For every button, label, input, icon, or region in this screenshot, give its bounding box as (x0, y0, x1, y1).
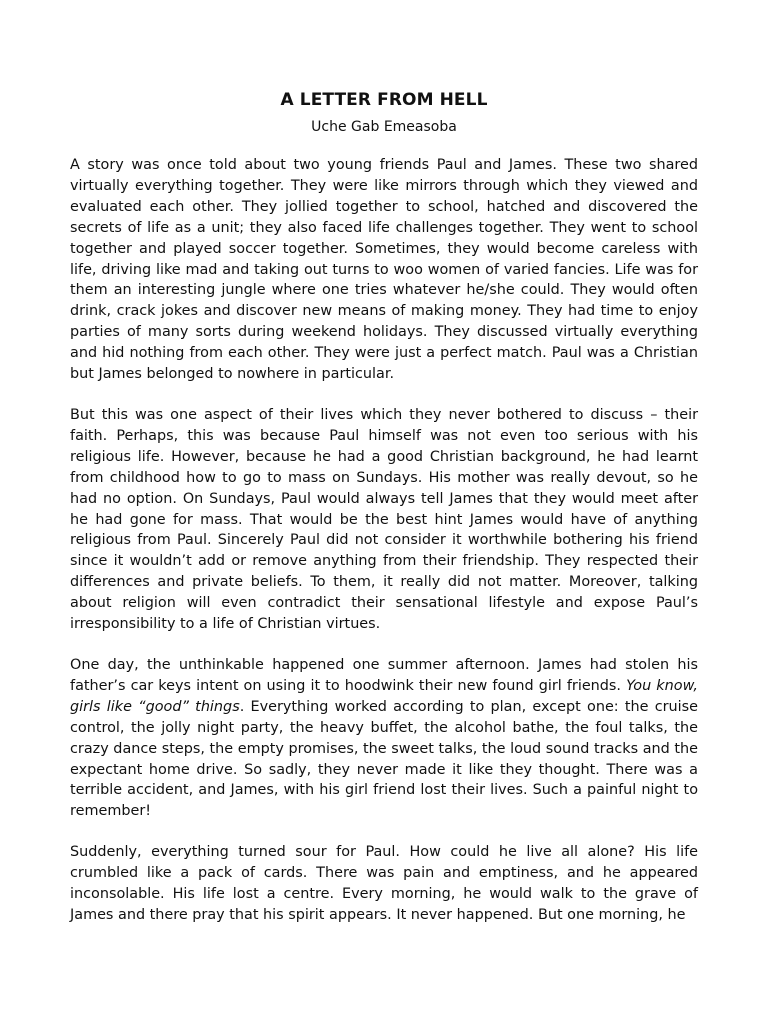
paragraph-4: Suddenly, everything turned sour for Paul. How could he live all alone? His life crumbled like a pack of cards. There was pain and emptiness, and he appeared inconsolable. His life lost a centre. Every morning, he would walk to the grave of James and there pray that his spirit appears. It never happened. But one morning, he (70, 844, 698, 923)
paragraph-3-text-end: . Everything worked according to plan, except one: the cruise control, the jolly night party, the heavy buffet, the alcohol bathe, the foul talks, the crazy dance steps, the empty promises, the sweet talks, the loud sound tracks and the expectant home drive. So sadly, they never made it like they thought. There was a terrible accident, and James, with his girl friend lost their lives. Such a painful night to remember! (70, 698, 698, 820)
paragraph-3-text-start: One day, the unthinkable happened one summer afternoon. James had stolen his father’s car keys intent on using it to hoodwink their new found girl friends. (70, 657, 698, 694)
document-title: A LETTER FROM HELL (280, 90, 488, 110)
paragraph-2: But this was one aspect of their lives which they never bothered to discuss – their faith. Perhaps, this was because Paul himself was not even too serious with his religious life. However, because he had a good Christian background, he had learnt from childhood how to go to mass on Sundays. His mother was really devout, so he had no option. On Sundays, Paul would always tell James that they would meet after he had gone for mass. That would be the best hint James would have of anything religious from Paul. Sincerely Paul did not consider it worthwhile bothering his friend since it wouldn’t add or remove anything from their friendship. They respected their differences and private beliefs. To them, it really did not matter. Moreover, talking about religion will even contradict their sensational lifestyle and expose Paul’s irresponsibility to a life of Christian virtues. (70, 407, 698, 633)
author-name: Uche Gab Emeasoba (311, 119, 457, 135)
paragraph-1: A story was once told about two young friends Paul and James. These two shared virtually everything together. They were like mirrors through which they viewed and evaluated each other. They jollied together to school, hatched and discovered the secrets of life as a unit; they also faced life challenges together. They went to school together and played soccer together. Sometimes, they would become careless with life, driving like mad and taking out turns to woo women of varied fancies. Life was for them an interesting jungle where one tries whatever he/she could. They would often drink, crack jokes and discover new means of making money. They had time to enjoy parties of many sorts during weekend holidays. They discussed virtually everything and hid nothing from each other. They were just a perfect match. Paul was a Christian but James belonged to nowhere in particular. (70, 157, 698, 383)
paragraph-3-italic-text: You know, girls like “good” things (70, 677, 698, 715)
paragraph-3 (70, 655, 698, 822)
